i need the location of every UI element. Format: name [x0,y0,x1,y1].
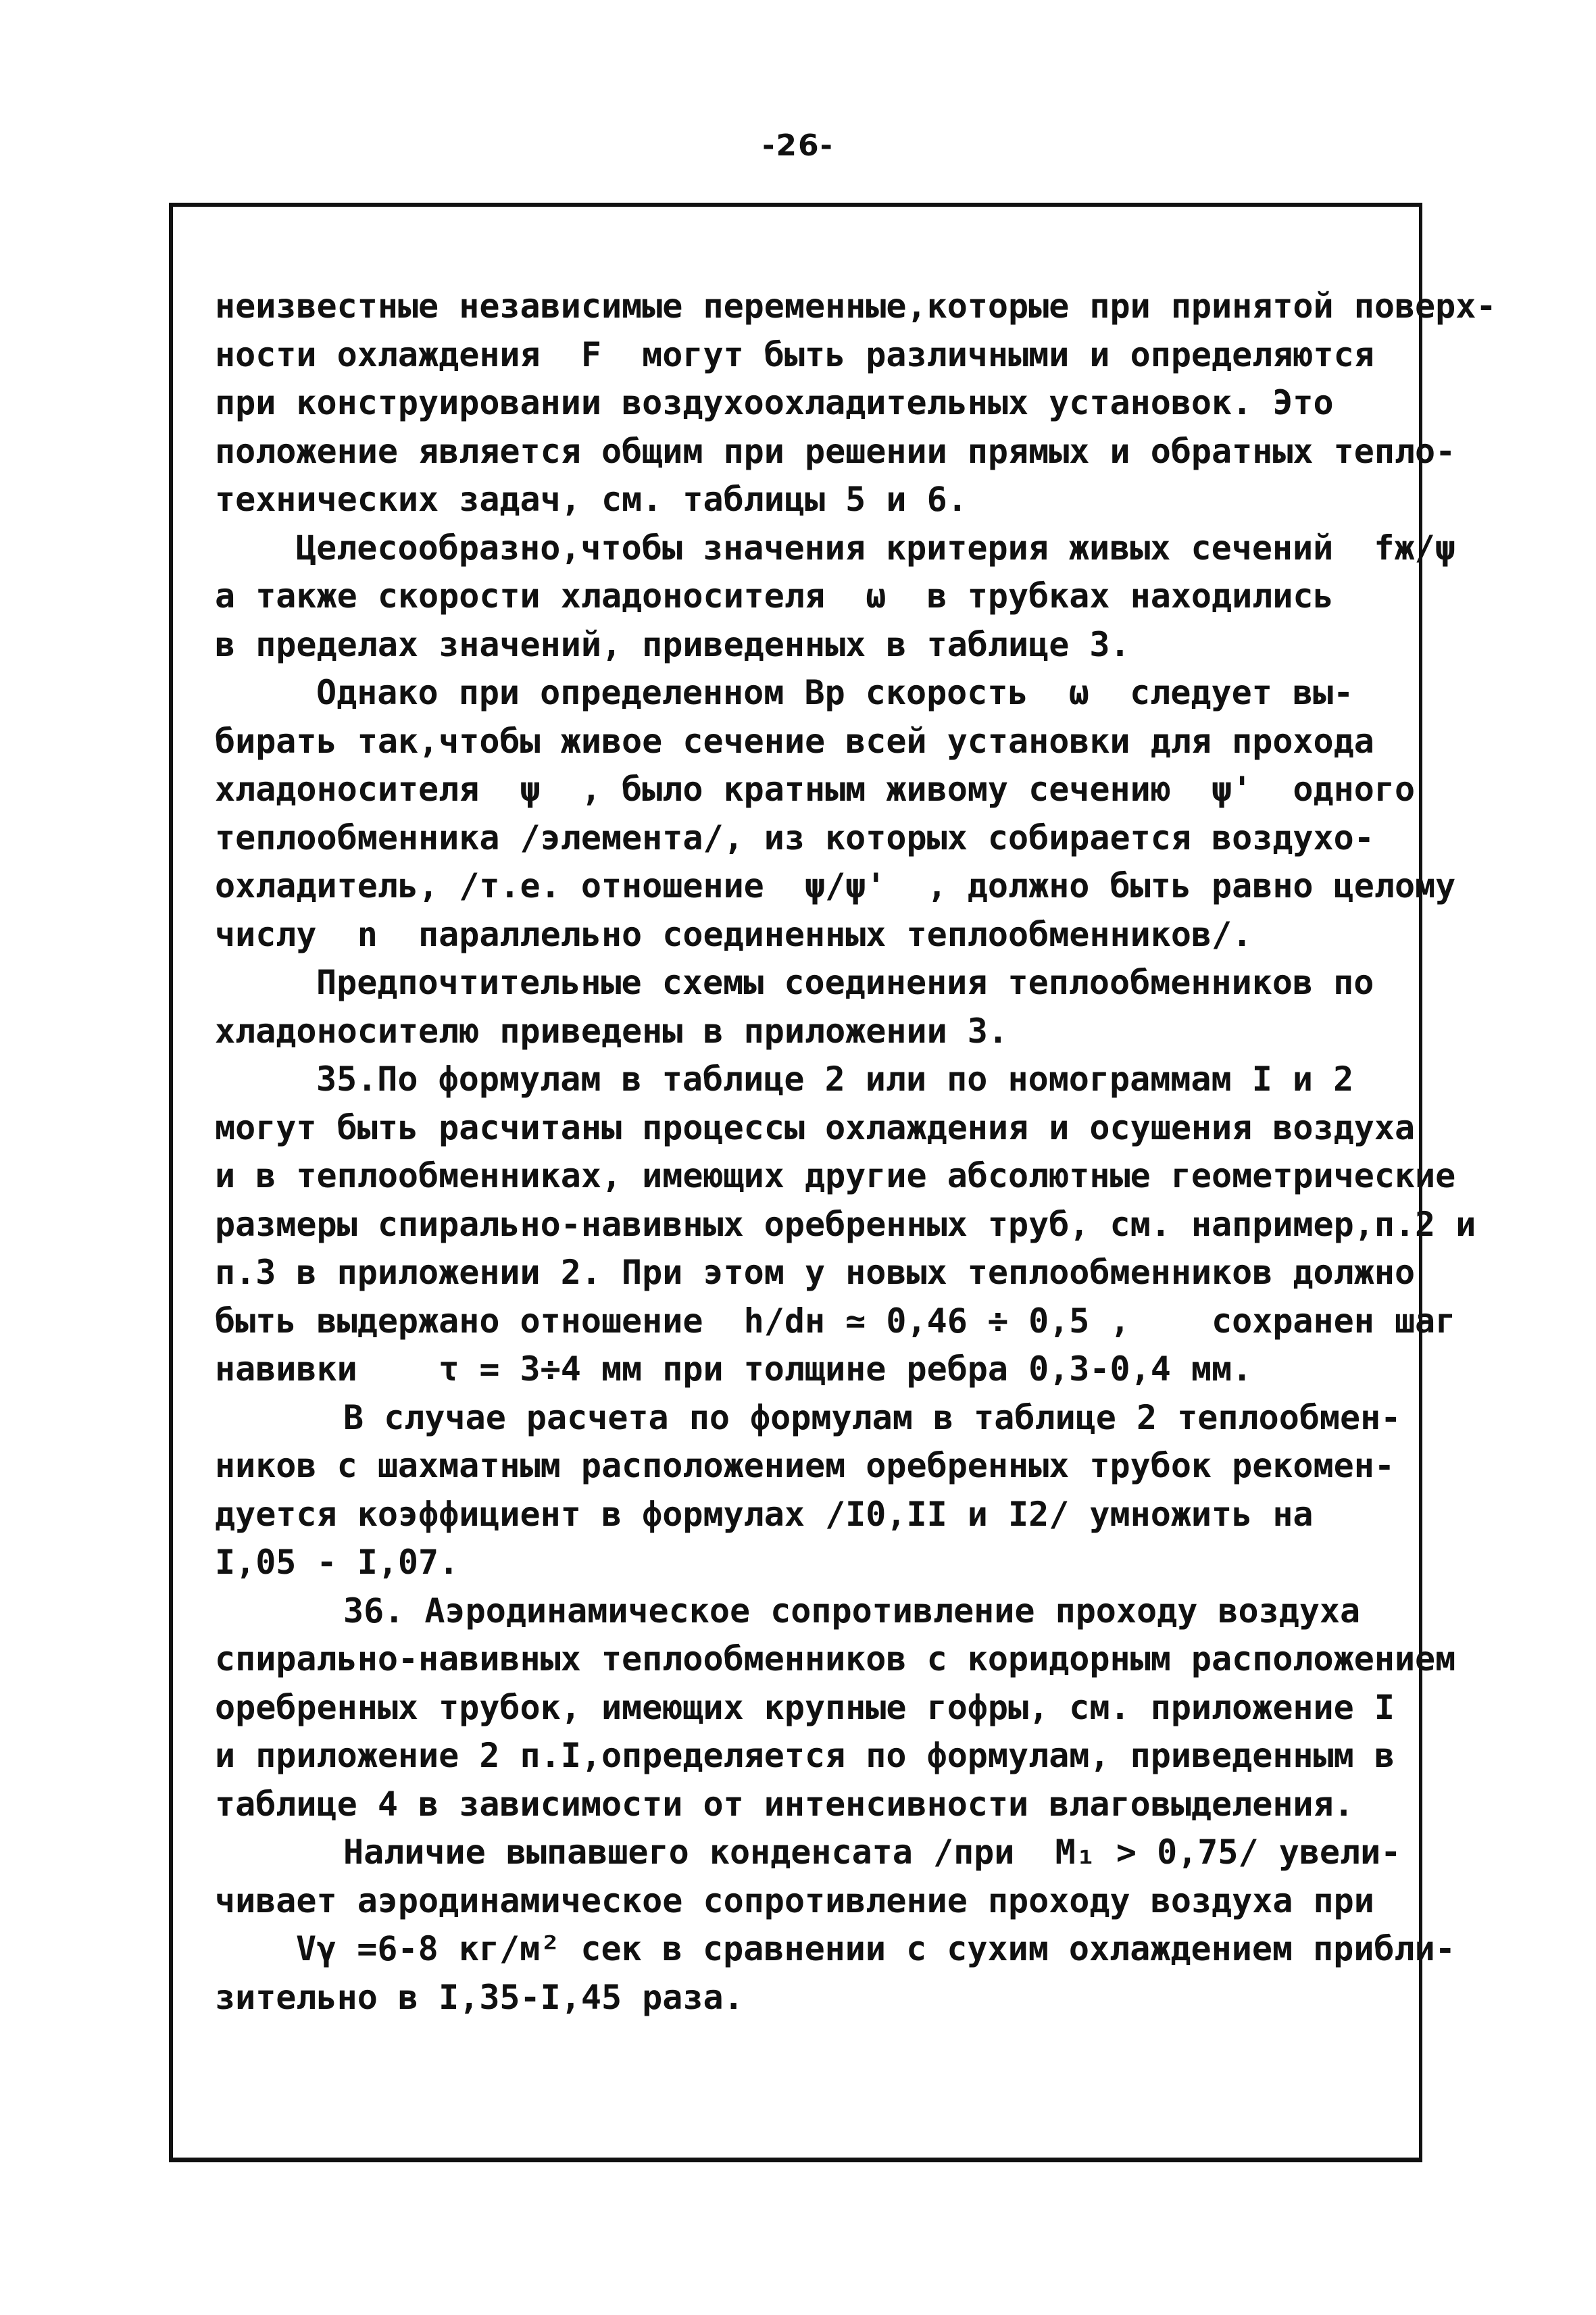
text-line: Предпочтительные схемы соединения теплообменников по [316,963,1374,1002]
text-line: бирать так,чтобы живое сечение всей установки для прохода [215,721,1374,761]
text-line: таблице 4 в зависимости от интенсивности влаговыделения. [215,1784,1354,1824]
text-line: 35.По формулам в таблице 2 или по номограммам I и 2 [316,1060,1354,1099]
text-line: ности охлаждения F могут быть различными и определяются [215,334,1374,374]
text-line: I,05 - I,07. [215,1543,459,1582]
text-line: и приложение 2 п.I,определяется по формулам, приведенным в [215,1736,1395,1775]
text-line: зительно в I,35-I,45 раза. [215,1977,744,2017]
text-line: оребренных трубок, имеющих крупные гофры, см. приложение I [215,1687,1395,1727]
text-line: и в теплообменниках, имеющих другие абсолютные геометрические [215,1156,1456,1195]
text-line: размеры спирально-навивных оребренных труб, см. например,п.2 и [215,1204,1476,1244]
text-line: могут быть расчитаны процессы охлаждения и осушения воздуха [215,1107,1416,1147]
text-line: технических задач, см. таблицы 5 и 6. [215,480,968,519]
page-number: -26- [762,128,834,163]
text-line: ников с шахматным расположением оребренных трубок рекомен- [215,1446,1395,1485]
text-line: при конструировании воздухоохладительных установок. Это [215,383,1334,422]
text-line: дуется коэффициент в формулах /I0,II и I2/ умножить на [215,1494,1314,1534]
text-line: а также скорости хладоносителя ω в трубках находились [215,576,1334,616]
text-line: быть выдержано отношение h/dн ≃ 0,46 ÷ 0,5 , сохранен шаг [215,1301,1456,1341]
text-line: охладитель, /т.е. отношение ψ/ψ' , должно быть равно целому [215,866,1456,905]
text-line: 36. Аэродинамическое сопротивление проходу воздуха [343,1591,1361,1631]
body-text [215,282,1497,2022]
text-line: хладоносителю приведены в приложении 3. [215,1011,1008,1051]
text-line: п.3 в приложении 2. При этом у новых теплообменников должно [215,1253,1416,1292]
text-line: В случае расчета по формулам в таблице 2 теплообмен- [343,1397,1401,1437]
text-line: теплообменника /элемента/, из которых собирается воздухо- [215,818,1374,857]
text-line: в пределах значений, приведенных в таблице 3. [215,624,1130,664]
text-line: неизвестные независимые переменные,которые при принятой поверх- [215,287,1497,326]
text-line: положение является общим при решении прямых и обратных тепло- [215,431,1456,471]
text-line: спирально-навивных теплообменников с коридорным расположением [215,1639,1456,1678]
text-line: Однако при определенном Вр скорость ω следует вы- [316,673,1354,712]
text-line: хладоносителя ψ , было кратным живому сечению ψ' одного [215,770,1416,809]
text-line: навивки τ = 3÷4 мм при толщине ребра 0,3-0,4 мм. [215,1349,1253,1389]
text-line: Наличие выпавшего конденсата /при M₁ > 0,75/ увели- [343,1833,1401,1872]
text-line: Целесообразно,чтобы значения критерия живых сечений fж/ψ [296,528,1455,568]
text-line: чивает аэродинамическое сопротивление проходу воздуха при [215,1881,1374,1920]
text-line: числу n параллельно соединенных теплообменников/. [215,914,1253,954]
text-line: Vγ =6-8 кг/м² сек в сравнении с сухим охлаждением прибли- [296,1929,1455,1968]
